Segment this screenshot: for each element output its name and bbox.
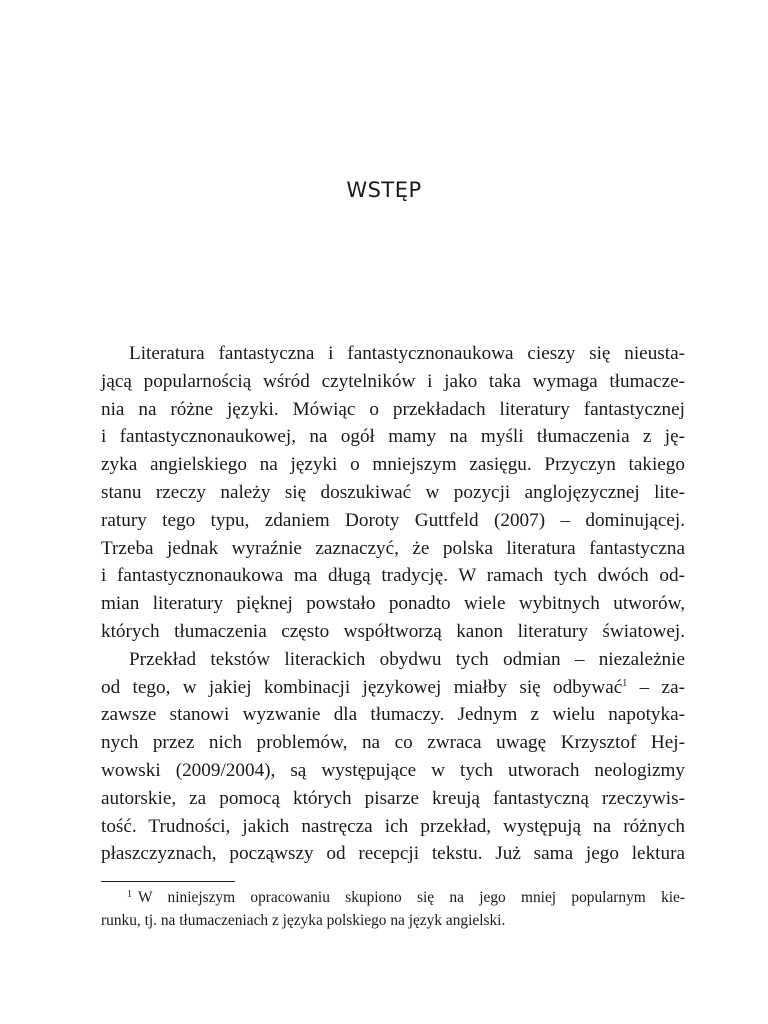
text-line: Trzeba jednak wyraźnie zaznaczyć, że polska literatura fantastyczna — [101, 537, 685, 559]
text-line: ratury tego typu, zdaniem Doroty Guttfeld (2007) – dominującej. — [101, 509, 685, 531]
footnote-line: runku, tj. na tłumaczeniach z języka polskiego na język angielski. — [101, 911, 506, 929]
page-title: WSTĘP — [346, 178, 422, 202]
text-line: i fantastycznonaukowa ma długą tradycję. W ramach tych dwóch od- — [101, 565, 685, 587]
text-line: nych przez nich problemów, na co zwraca uwagę Krzysztof Hej- — [101, 732, 685, 754]
text-line: tość. Trudności, jakich nastręcza ich przekład, występują na różnych — [101, 815, 685, 837]
footnote-line — [101, 887, 685, 910]
text-segment: – za- — [627, 676, 685, 698]
text-line: Literatura fantastyczna i fantastycznonaukowa cieszy się nieusta- — [129, 343, 685, 364]
footnote-mark: 1 — [127, 889, 132, 900]
body-text — [101, 340, 685, 868]
text-line: nia na różne języki. Mówiąc o przekładach literatury fantastycznej — [101, 398, 685, 420]
text-line: wowski (2009/2004), są występujące w tych utworach neologizmy — [101, 759, 685, 781]
text-line: jącą popularnością wśród czytelników i jako taka wymaga tłumacze- — [101, 370, 685, 392]
text-line-with-footnote — [101, 674, 685, 702]
text-line: autorskie, za pomocą których pisarze kreują fantastyczną rzeczywis- — [101, 787, 685, 809]
text-line: i fantastycznonaukowej, na ogół mamy na myśli tłumaczenia z ję- — [101, 426, 685, 448]
paragraph-2 — [101, 646, 685, 868]
text-line: Przekład tekstów literackich obydwu tych odmian – niezależnie — [129, 648, 685, 670]
text-line: płaszczyznach, począwszy od recepcji tekstu. Już sama jego lektura — [101, 843, 685, 865]
text-line: stanu rzeczy należy się doszukiwać w pozycji anglojęzycznej lite- — [101, 481, 685, 503]
text-line: zyka angielskiego na języki o mniejszym zasięgu. Przyczyn takiego — [101, 454, 685, 476]
footnotes — [101, 887, 685, 932]
text-line: zawsze stanowi wyzwanie dla tłumaczy. Jednym z wielu napotyka- — [101, 704, 685, 726]
footnote-separator — [101, 881, 235, 882]
text-line: mian literatury pięknej powstało ponadto wiele wybitnych utworów, — [101, 593, 685, 615]
footnote-reference[interactable]: 1 — [622, 677, 628, 689]
text-segment: od tego, w jakiej kombinacji językowej miałby się odbywać — [101, 676, 623, 698]
footnote-text: W niniejszym opracowaniu skupiono się na jego mniej popularnym kie- — [138, 889, 685, 906]
paragraph-1 — [101, 340, 685, 646]
text-line: których tłumaczenia często współtworzą kanon literatury światowej. — [101, 620, 685, 642]
